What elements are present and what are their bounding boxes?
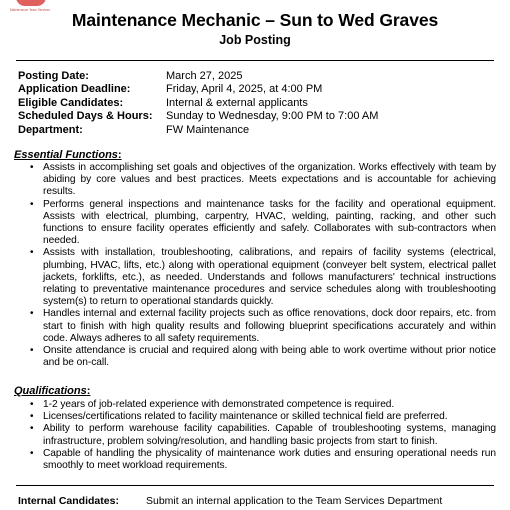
detail-row	[18, 97, 498, 110]
internal-candidates-row	[18, 495, 442, 508]
bullet-icon: •	[30, 345, 34, 357]
list-item	[30, 199, 496, 248]
detail-label: Posting Date:	[18, 70, 89, 82]
page-title: Maintenance Mechanic – Sun to Wed Graves	[71, 10, 439, 30]
detail-label: Department:	[18, 123, 83, 136]
essential-functions-list	[30, 162, 496, 369]
list-item-text: Handles internal and external facility projects such as office renovations, dock door repairs, etc. from start to finish with high quality results and following blueprint specifications accurately and within code. Always adheres to all safety requirements.	[43, 308, 496, 344]
bullet-icon: •	[30, 247, 34, 259]
bullet-icon: •	[30, 308, 34, 320]
list-item-text: Assists in accomplishing set goals and objectives of the organization. Works effectively with team by abiding by core values and best practices. Meets expectations and is accountable for achieving results.	[43, 162, 496, 198]
list-item-text: Assists with installation, troubleshooting, calibrations, and repairs of facility systems (electrical, plumbing, HVAC, lifts, etc.) along with operational equipment (conveyer belt system, electrical pallet jackets, forklifts, etc.), as needed. Understands and follows manufacturers' technical instructions relating to preventative maintenance procedures and service schedules along with troubleshooting system(s) to return to operational standards quickly.	[43, 247, 496, 308]
list-item	[30, 411, 496, 423]
posting-details	[18, 70, 498, 137]
detail-label: Application Deadline:	[18, 83, 131, 96]
detail-value: March 27, 2025	[166, 70, 243, 82]
page-subtitle: Job Posting	[219, 33, 291, 47]
detail-value: FW Maintenance	[166, 123, 250, 136]
internal-candidates-label: Internal Candidates:	[18, 495, 119, 507]
list-item	[30, 448, 496, 472]
detail-label: Scheduled Days & Hours:	[18, 110, 153, 123]
top-divider	[16, 60, 494, 61]
bullet-icon: •	[30, 423, 34, 435]
bullet-icon: •	[30, 162, 34, 173]
list-item-text: 1-2 years of job-related experience with demonstrated competence is required.	[43, 399, 395, 410]
qualifications-title: Qualifications	[14, 385, 87, 397]
detail-value: Sunday to Wednesday, 9:00 PM to 7:00 AM	[166, 110, 379, 123]
essential-functions-title: Essential Functions	[14, 149, 118, 161]
bullet-icon: •	[30, 399, 34, 410]
detail-row	[18, 110, 498, 123]
detail-value: Friday, April 4, 2025, at 4:00 PM	[166, 83, 323, 96]
internal-candidates-value: Submit an internal application to the Team Services Department	[146, 495, 443, 507]
list-item-text: Onsite attendance is crucial and required along with being able to work overtime without prior notice and be on-call.	[43, 345, 496, 369]
logo-text: Maintenance Team Services	[10, 8, 50, 12]
bottom-divider	[16, 485, 494, 486]
detail-value: Internal & external applicants	[166, 96, 308, 109]
list-item	[30, 247, 496, 308]
qualifications-list	[30, 399, 496, 472]
heading-colon: :	[117, 149, 122, 161]
list-item-text: Performs general inspections and maintenance tasks for the facility and operational equipment. Assists with electrical, plumbing, carpentry, HVAC, welding, painting, racking, and other such functions to ensure facility operates efficiently and safely. Collaborates with sub-contractors when needed.	[43, 198, 496, 247]
list-item	[30, 345, 496, 369]
bullet-icon: •	[30, 447, 34, 459]
list-item	[30, 308, 496, 345]
detail-row	[18, 124, 498, 137]
list-item	[30, 162, 496, 199]
detail-row	[18, 83, 498, 96]
list-item	[30, 423, 496, 447]
logo-badge	[16, 0, 46, 6]
list-item-text: Licenses/certifications related to facility maintenance or skilled technical field are preferred.	[43, 411, 448, 423]
detail-row	[18, 70, 498, 83]
list-item	[30, 399, 496, 411]
bullet-icon: •	[30, 411, 34, 423]
heading-colon: :	[86, 385, 91, 397]
detail-label: Eligible Candidates:	[18, 96, 124, 109]
list-item-text: Ability to perform warehouse facility capabilities. Capable of troubleshooting systems, managing infrastructure, problem solving/resolution, and handling basic projects from start to finish.	[43, 423, 496, 447]
bullet-icon: •	[30, 198, 34, 210]
list-item-text: Capable of handling the physicality of maintenance work duties and ensuring operational needs run smoothly to meet workload requirements.	[43, 447, 496, 472]
qualifications-heading	[14, 385, 90, 398]
essential-functions-heading	[14, 149, 122, 162]
